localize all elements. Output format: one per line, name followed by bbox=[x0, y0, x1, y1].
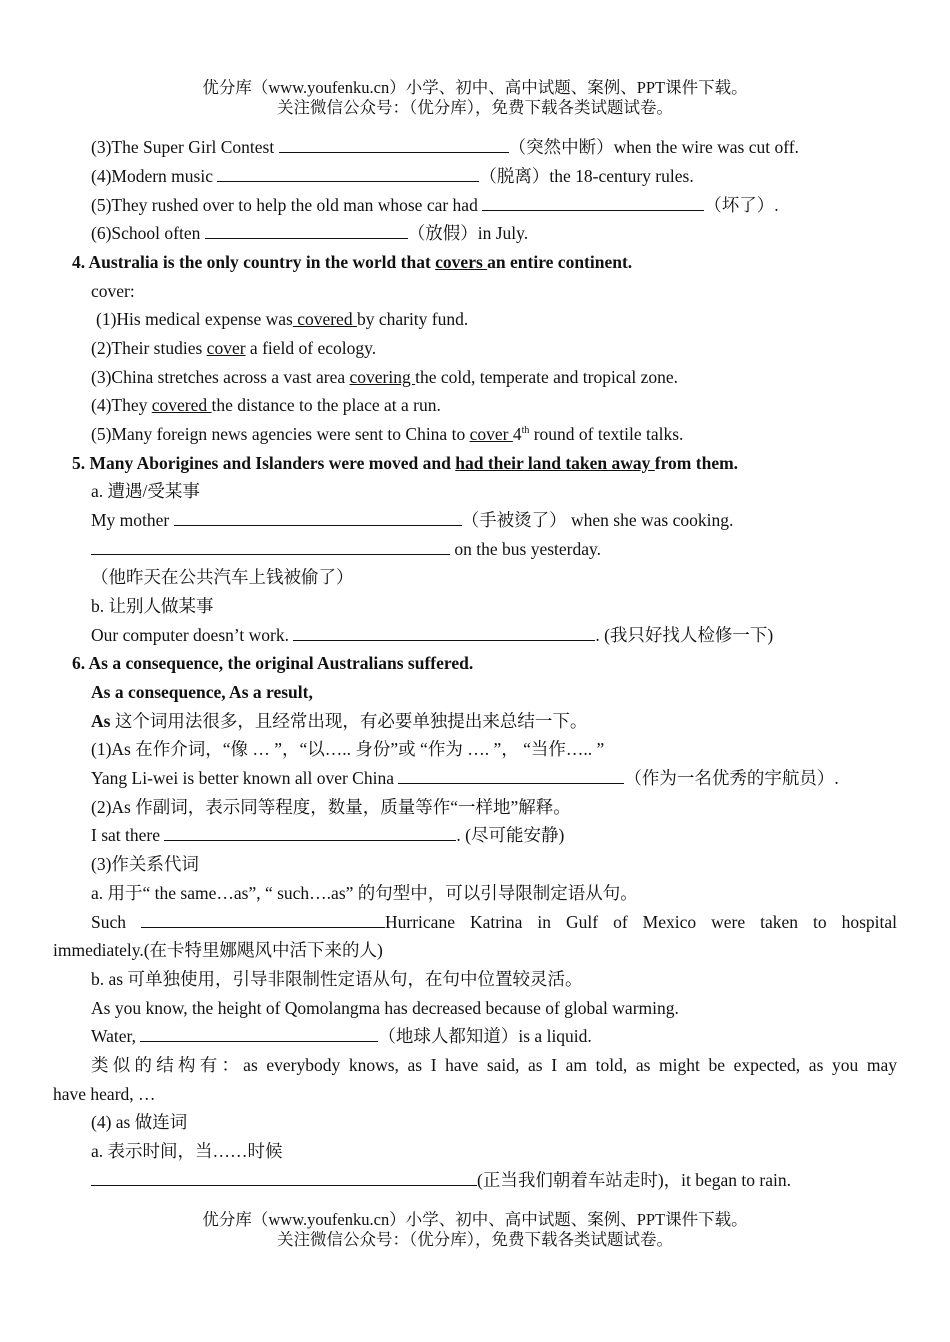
as-usage-4: (4) as 做连词 bbox=[91, 1112, 188, 1132]
section-6-title: 6. As a consequence, the original Australians suffered. bbox=[72, 653, 474, 673]
as-usage-1-example: Yang Li-wei is better known all over China （作为一名优秀的宇航员）. bbox=[91, 768, 839, 788]
footer-line-1: 优分库（www.youfenku.cn）小学、初中、高中试题、案例、PPT课件下载。 bbox=[202, 1210, 748, 1229]
section-5-a-note: （他昨天在公共汽车上钱被偷了） bbox=[91, 567, 354, 587]
answer-blank[interactable] bbox=[164, 824, 456, 841]
as-usage-3a: a. 用于“ the same…as”, “ such….as” 的句型中，可以引导限制定语从句。 bbox=[91, 883, 638, 903]
answer-blank[interactable] bbox=[398, 767, 624, 784]
cover-example-3: (3)China stretches across a vast area covering the cold, temperate and tropical zone. bbox=[91, 367, 678, 387]
answer-blank[interactable] bbox=[217, 165, 479, 182]
section-5-a-example-1: My mother （手被烫了） when she was cooking. bbox=[91, 510, 734, 530]
exercise-3-6: (6)School often （放假）in July. bbox=[91, 223, 529, 243]
section-5-title: 5. Many Aborigines and Islanders were moved and had their land taken away from them. bbox=[72, 453, 739, 473]
section-5-a-example-2: on the bus yesterday. bbox=[91, 535, 601, 564]
cover-example-1: (1)His medical expense was covered by charity fund. bbox=[96, 309, 469, 329]
section-4-title: 4. Australia is the only country in the world that covers an entire continent. bbox=[72, 252, 633, 272]
section-5-b-example: Our computer doesn’t work. . (我只好找人检修一下) bbox=[91, 625, 774, 645]
answer-blank[interactable] bbox=[141, 911, 385, 928]
as-usage-3b-exercise: Water, （地球人都知道）is a liquid. bbox=[91, 1026, 592, 1046]
answer-blank[interactable] bbox=[91, 538, 450, 555]
as-usage-3b-example: As you know, the height of Qomolangma has decreased because of global warming. bbox=[91, 998, 679, 1018]
cover-label: cover: bbox=[91, 281, 135, 301]
header-line-2: 关注微信公众号：（优分库），免费下载各类试题试卷。 bbox=[277, 98, 673, 117]
as-usage-4a-example: (正当我们朝着车站走时)，it began to rain. bbox=[91, 1166, 791, 1195]
similar-structures-cont: have heard, … bbox=[53, 1084, 156, 1104]
cover-example-4: (4)They covered the distance to the place at a run. bbox=[91, 395, 441, 415]
exercise-3-5: (5)They rushed over to help the old man whose car had （坏了）. bbox=[91, 195, 779, 215]
exercise-3-3: (3)The Super Girl Contest （突然中断）when the wire was cut off. bbox=[91, 137, 799, 157]
answer-blank[interactable] bbox=[293, 624, 595, 641]
as-usage-3a-example-cont: immediately.(在卡特里娜飓风中活下来的人) bbox=[53, 940, 383, 960]
as-usage-3a-example: Such Hurricane Katrina in Gulf of Mexico were taken to hospital bbox=[91, 912, 897, 932]
as-usage-2-example: I sat there . (尽可能安静) bbox=[91, 825, 565, 845]
answer-blank[interactable] bbox=[205, 222, 408, 239]
as-usage-4a: a. 表示时间，当……时候 bbox=[91, 1141, 283, 1161]
answer-blank[interactable] bbox=[174, 509, 462, 526]
section-6-subtitle: As a consequence, As a result, bbox=[91, 682, 313, 702]
page-header bbox=[0, 78, 950, 118]
header-line-1: 优分库（www.youfenku.cn）小学、初中、高中试题、案例、PPT课件下载。 bbox=[202, 78, 748, 97]
footer-line-2: 关注微信公众号：（优分库），免费下载各类试题试卷。 bbox=[277, 1230, 673, 1249]
answer-blank[interactable] bbox=[140, 1025, 378, 1042]
cover-example-2: (2)Their studies cover a field of ecology. bbox=[91, 338, 377, 358]
answer-blank[interactable] bbox=[91, 1169, 477, 1186]
as-usage-1: (1)As 在作介词，“像 … ”，“以….. 身份”或 “作为 …. ”， “当作….. ” bbox=[91, 739, 605, 759]
as-usage-3b: b. as 可单独使用，引导非限制性定语从句，在句中位置较灵活。 bbox=[91, 969, 583, 989]
section-5-b-label: b. 让别人做某事 bbox=[91, 596, 214, 616]
exercise-3-4: (4)Modern music （脱离）the 18-century rules. bbox=[91, 166, 694, 186]
page-footer bbox=[0, 1210, 950, 1250]
as-usage-2: (2)As 作副词，表示同等程度，数量，质量等作“一样地”解释。 bbox=[91, 797, 571, 817]
similar-structures: 类似的结构有：as everybody knows, as I have said, as I am told, as might be expected, as you may bbox=[91, 1055, 897, 1075]
answer-blank[interactable] bbox=[482, 194, 704, 211]
cover-example-5: (5)Many foreign news agencies were sent to China to cover 4th round of textile talks. bbox=[91, 424, 684, 444]
as-usage-3: (3)作关系代词 bbox=[91, 854, 199, 874]
answer-blank[interactable] bbox=[279, 136, 509, 153]
as-intro: As 这个词用法很多，且经常出现，有必要单独提出来总结一下。 bbox=[91, 711, 588, 731]
section-5-a-label: a. 遭遇/受某事 bbox=[91, 481, 200, 501]
